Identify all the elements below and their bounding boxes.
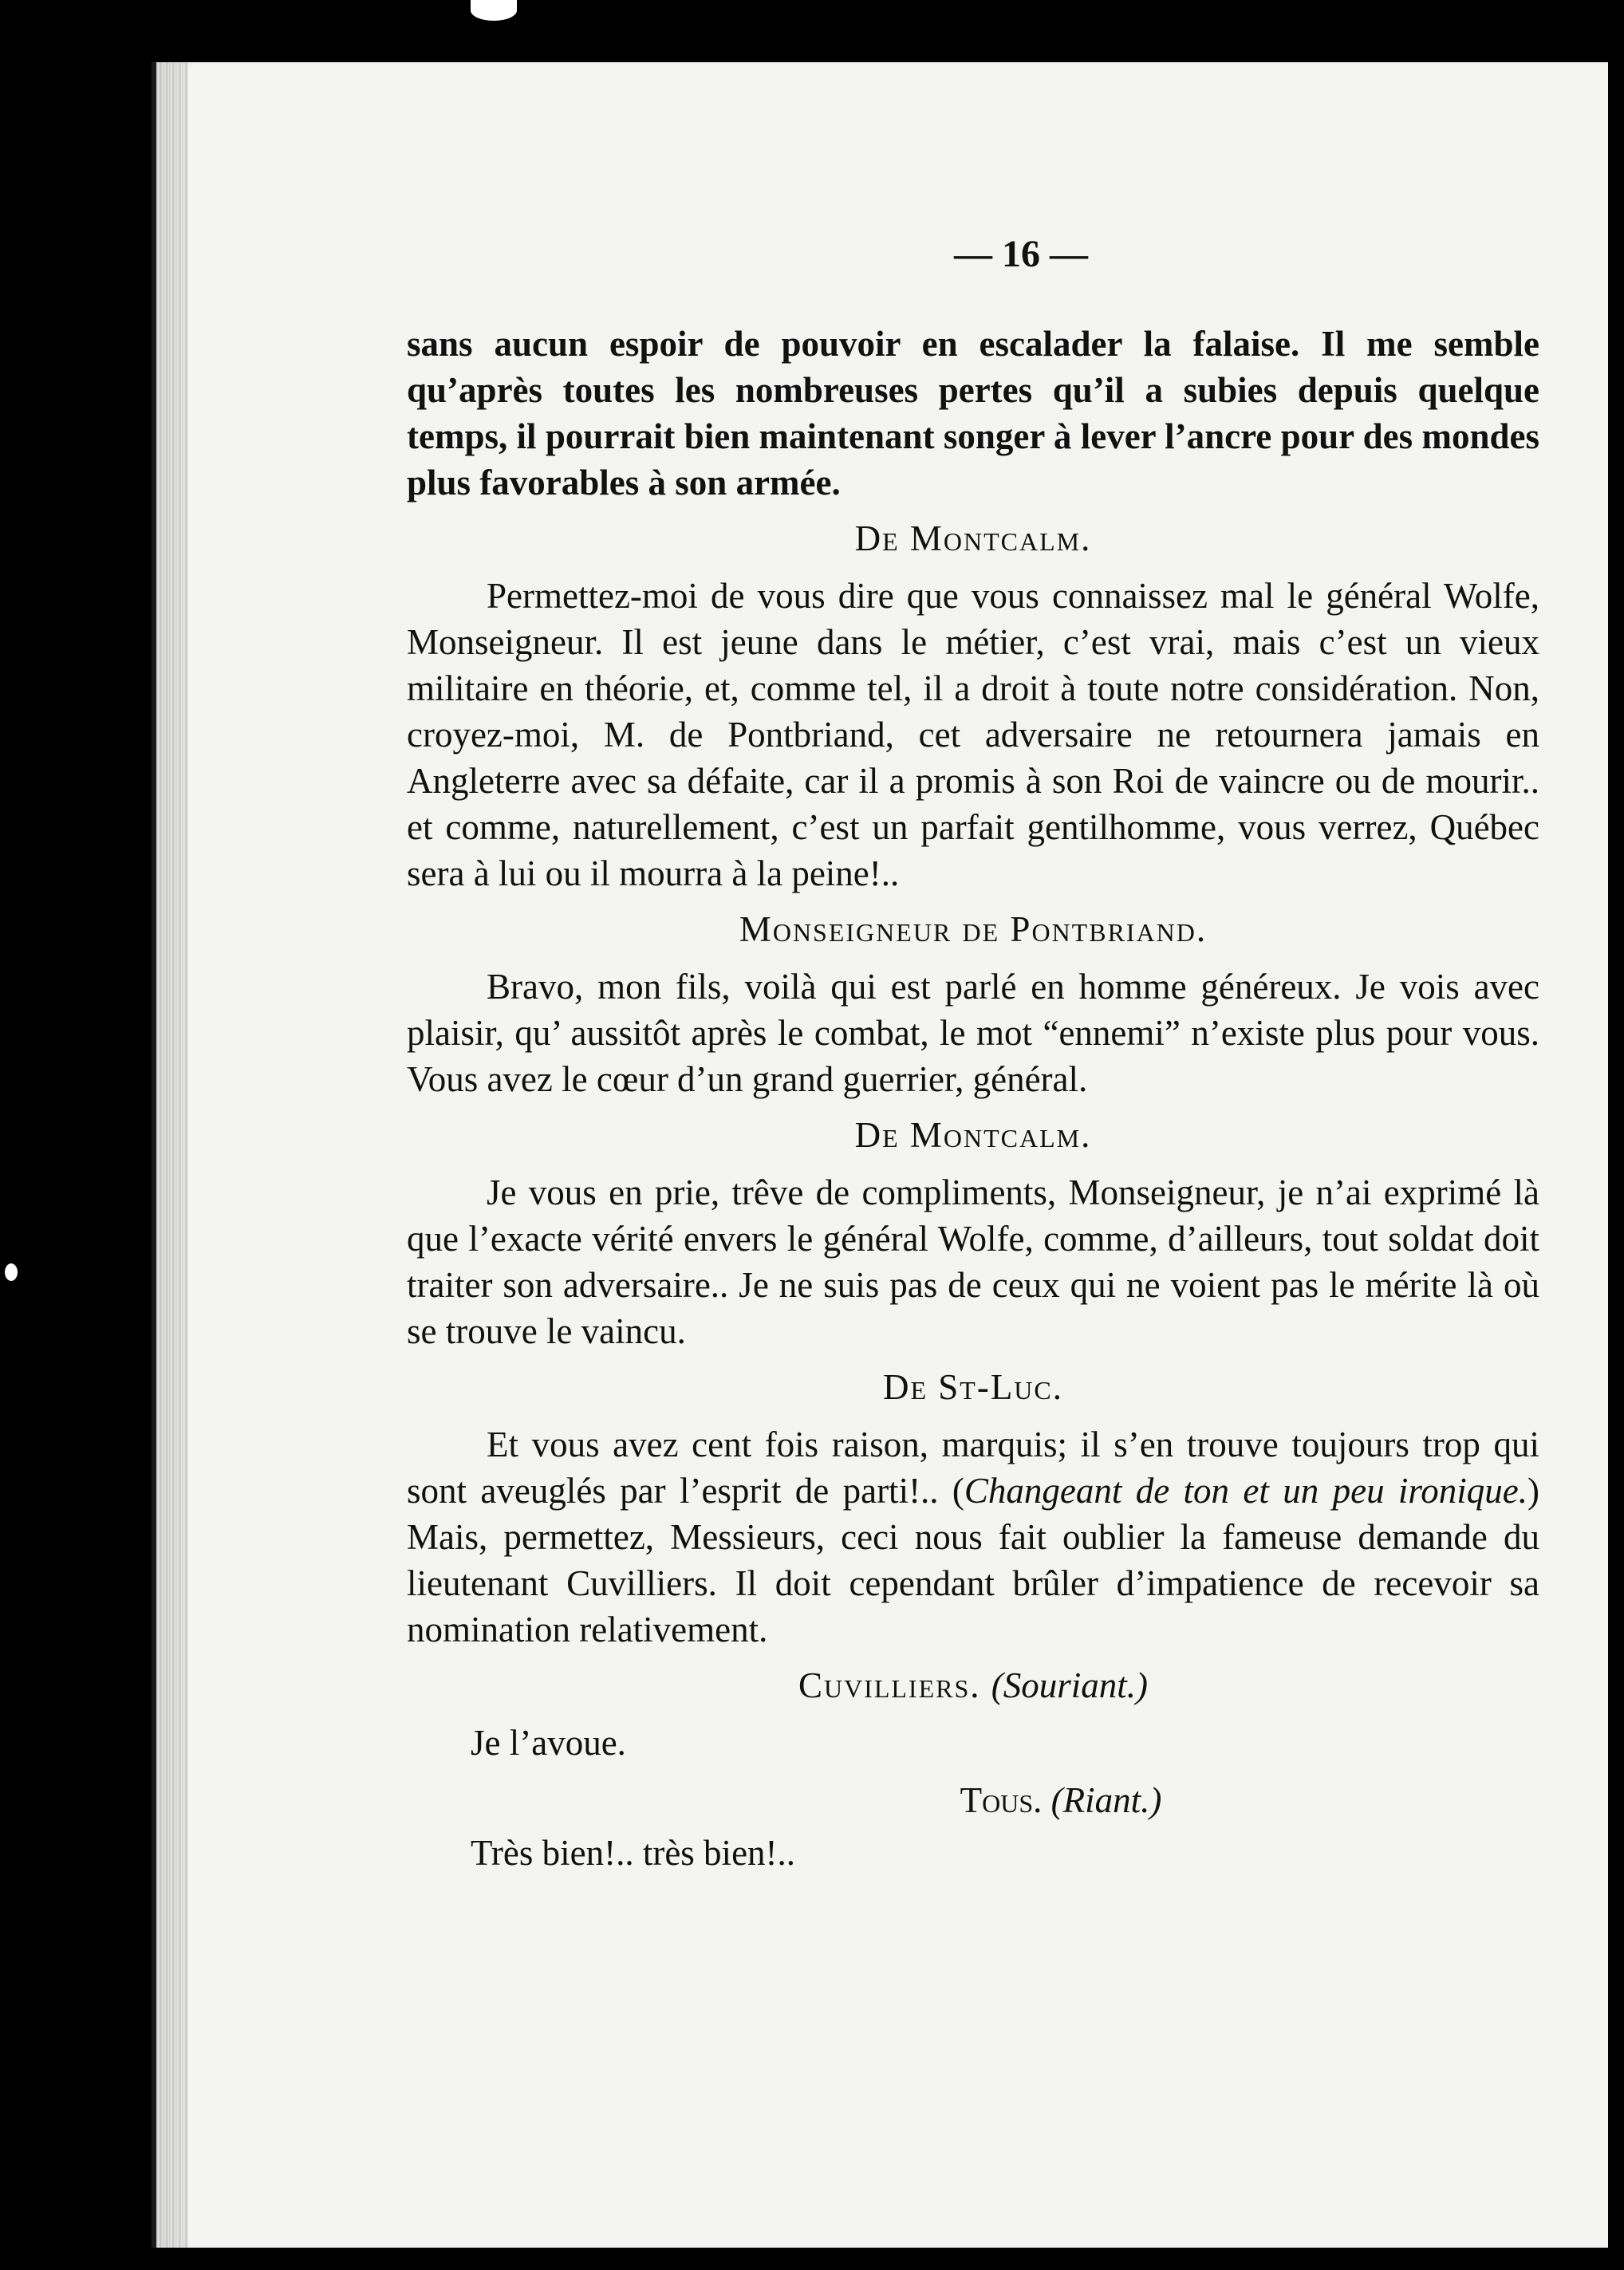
stage-direction-changeant: Changeant de ton et un peu ironique. (964, 1471, 1527, 1511)
paragraph-5 (407, 1421, 1539, 1653)
paragraph-2: Permettez-moi de vous dire que vous connaissez mal le général Wolfe, Monseigneur. Il est jeune dans le métier, c’est vrai, mais c’est un vieux militaire en théorie, et, comme tel, il a droit à toute notre considération. Non, croyez-moi, M. de Pontbriand, cet adversaire ne retournera jamais en Angleterre avec sa défaite, car il a promis à son Roi de vaincre ou de mourir.. et comme, naturellement, c’est un parfait gentilhomme, vous verrez, Québec sera à lui ou il mourra à la peine!.. (407, 576, 1539, 893)
speaker-montcalm-1: De Montcalm. (854, 518, 1092, 558)
stage-direction-souriant: (Souriant.) (991, 1665, 1149, 1705)
page-content (407, 231, 1539, 1887)
speaker-pontbriand: Monseigneur de Pontbriand. (739, 909, 1208, 949)
paragraph-1: sans aucun espoir de pouvoir en escalader la falaise. Il me semble qu’après toutes les nombreuses pertes qu’il a subies depuis quelque temps, il pourrait bien maintenant songer à lever l’ancre pour des mondes plus favorables à son armée. (407, 324, 1539, 502)
paragraph-5-text-c: ) Mais, permettez, Messieurs, ceci nous fait oublier la fameuse demande du lieutenant Cuvilliers. Il doit cependant brûler d’impatience de recevoir sa nomination relativement. (407, 1471, 1539, 1649)
paragraph-5-text-a: Et vous avez cent fois raison, marquis; il s’en trouve toujours trop qui sont aveuglés par l’esprit de parti!.. ( (407, 1425, 1539, 1511)
binding-edge (156, 62, 188, 2248)
speaker-st-luc: De St-Luc. (882, 1367, 1064, 1407)
line-tres-bien: Très bien!.. très bien!.. (471, 1833, 796, 1873)
stage-direction-riant: (Riant.) (1050, 1780, 1162, 1820)
margin-speck (5, 1263, 18, 1281)
paragraph-4: Je vous en prie, trêve de compliments, Monseigneur, je n’ai exprimé là que l’exacte vérité envers le général Wolfe, comme, d’ailleurs, tout soldat doit traiter son adversaire.. Je ne suis pas de ceux qui ne voient pas le mérite là où se trouve le vaincu. (407, 1172, 1539, 1351)
speaker-tous (582, 1777, 1539, 1823)
top-ornament (471, 0, 517, 21)
speaker-cuvilliers (407, 1662, 1539, 1708)
speaker-montcalm-2: De Montcalm. (854, 1115, 1092, 1155)
line-je-lavoue: Je l’avoue. (471, 1723, 626, 1763)
speaker-cuvilliers-name: Cuvilliers. (798, 1665, 981, 1705)
speaker-tous-name: Tous. (960, 1780, 1043, 1820)
paragraph-3: Bravo, mon fils, voilà qui est parlé en homme généreux. Je vois avec plaisir, qu’ aussitôt après le combat, le mot “ennemi” n’existe plus pour vous. Vous avez le cœur d’un grand guerrier, général. (407, 967, 1539, 1099)
page-number: — 16 — (954, 233, 1088, 275)
